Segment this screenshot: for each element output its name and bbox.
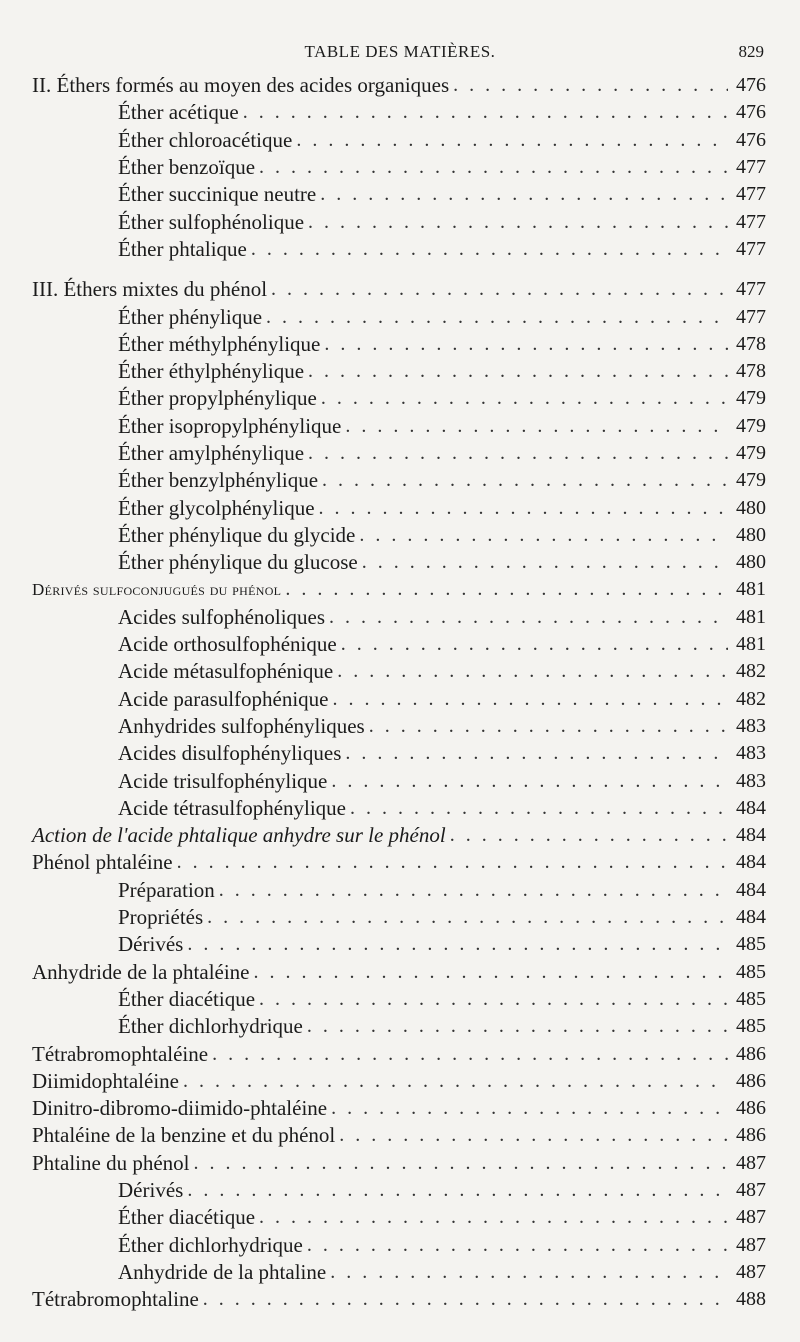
toc-entry — [32, 1122, 766, 1149]
toc-entry-page: 484 — [736, 878, 766, 901]
toc-subentry — [32, 208, 766, 235]
toc-subentry — [32, 931, 766, 958]
toc-subentry — [32, 1204, 766, 1231]
toc-entry — [32, 72, 766, 99]
toc-entry — [32, 822, 766, 849]
toc-entry-label: II. Éthers formés au moyen des acides organiques — [32, 73, 453, 98]
toc-entry-page: 477 — [736, 278, 766, 301]
toc-entry-page: 486 — [736, 1042, 766, 1065]
dot-leader — [319, 497, 728, 520]
toc-entry-page: 485 — [736, 960, 766, 983]
dot-leader — [453, 74, 728, 97]
dot-leader — [307, 1015, 728, 1038]
dot-leader — [331, 770, 728, 793]
dot-leader — [362, 551, 728, 574]
toc-entry-page: 476 — [736, 74, 766, 97]
toc-entry-label: Acide trisulfophénylique — [32, 769, 331, 794]
toc-subentry — [32, 604, 766, 631]
toc-entry-label: Éther éthylphénylique — [32, 359, 308, 384]
toc-entry-label: Phénol phtaléine — [32, 850, 177, 875]
toc-entry-page: 487 — [736, 1179, 766, 1202]
toc-entry — [32, 1150, 766, 1177]
toc-entry-page: 477 — [736, 305, 766, 328]
dot-leader — [337, 660, 728, 683]
toc-entry-page: 478 — [736, 360, 766, 383]
toc-entry-label: Acide parasulfophénique — [32, 687, 333, 712]
toc-entry-label: Éther diacétique — [32, 987, 259, 1012]
toc-subentry — [32, 154, 766, 181]
toc-entry-page: 484 — [736, 906, 766, 929]
toc-subentry — [32, 181, 766, 208]
toc-entry-label: Acides disulfophényliques — [32, 741, 345, 766]
toc-subentry — [32, 440, 766, 467]
toc-entry-label: Éther amylphénylique — [32, 441, 308, 466]
toc-entry-page: 477 — [736, 183, 766, 206]
dot-leader — [369, 715, 728, 738]
toc-entry-page: 479 — [736, 414, 766, 437]
toc-entry-page: 481 — [736, 605, 766, 628]
toc-entry-label: Anhydride de la phtaléine — [32, 960, 254, 985]
toc-entry-label: Éther méthylphénylique — [32, 332, 324, 357]
toc-entry-page: 484 — [736, 824, 766, 847]
toc-entry-page: 480 — [736, 496, 766, 519]
toc-entry-page: 481 — [736, 633, 766, 656]
dot-leader — [259, 988, 728, 1011]
toc-subentry — [32, 236, 766, 263]
toc-entry-label: Éther phénylique du glycide — [32, 523, 359, 548]
dot-leader — [296, 129, 728, 152]
toc-subentry — [32, 1231, 766, 1258]
toc-subentry — [32, 467, 766, 494]
toc-entry — [32, 576, 766, 603]
dot-leader — [259, 1206, 728, 1229]
toc-entry — [32, 276, 766, 303]
page-title: TABLE DES MATIÈRES. — [304, 42, 496, 61]
toc-entry-page: 480 — [736, 551, 766, 574]
toc-entry-label: Éther sulfophénolique — [32, 210, 308, 235]
toc-entry-page: 478 — [736, 332, 766, 355]
toc-entry-page: 477 — [736, 210, 766, 233]
toc-entry-page: 476 — [736, 128, 766, 151]
toc-entry-page: 479 — [736, 469, 766, 492]
dot-leader — [307, 1234, 728, 1257]
toc-entry-label: Tétrabromophtaline — [32, 1287, 203, 1312]
toc-entry-label: Éther dichlorhydrique — [32, 1014, 307, 1039]
toc-entry-label: Diimidophtaléine — [32, 1069, 183, 1094]
toc-entry-label: Dinitro-dibromo-diimido-phtaléine — [32, 1096, 331, 1121]
toc-entry-page: 487 — [736, 1151, 766, 1174]
dot-leader — [339, 1124, 728, 1147]
toc-entry-label: Éther benzoïque — [32, 155, 259, 180]
toc-entry-label: Acide métasulfophénique — [32, 659, 337, 684]
dot-leader — [359, 524, 728, 547]
dot-leader — [345, 415, 728, 438]
toc-entry-page: 479 — [736, 387, 766, 410]
toc-entry-label: Éther benzylphénylique — [32, 468, 322, 493]
dot-leader — [331, 1097, 728, 1120]
toc-subentry — [32, 877, 766, 904]
toc-entry-label: Phtaléine de la benzine et du phénol — [32, 1123, 339, 1148]
page-number: 829 — [738, 42, 764, 61]
dot-leader — [177, 851, 728, 874]
toc-entry-label: Éther succinique neutre — [32, 182, 320, 207]
dot-leader — [207, 906, 728, 929]
toc-subentry — [32, 1259, 766, 1286]
toc-entry-page: 487 — [736, 1233, 766, 1256]
toc-subentry — [32, 631, 766, 658]
dot-leader — [345, 742, 728, 765]
toc-subentry — [32, 385, 766, 412]
toc-entry-page: 485 — [736, 1015, 766, 1038]
toc-entry-label: Dérivés — [32, 932, 187, 957]
dot-leader — [350, 797, 728, 820]
toc-entry-label: Éther dichlorhydrique — [32, 1233, 307, 1258]
toc-entry-page: 488 — [736, 1288, 766, 1311]
toc-entry-page: 486 — [736, 1069, 766, 1092]
toc-subentry — [32, 740, 766, 767]
dot-leader — [333, 688, 728, 711]
toc-entry-page: 485 — [736, 933, 766, 956]
toc-subentry — [32, 795, 766, 822]
toc-entry-page: 483 — [736, 769, 766, 792]
dot-leader — [322, 469, 728, 492]
toc-subentry — [32, 713, 766, 740]
toc-subentry — [32, 522, 766, 549]
toc-entry — [32, 959, 766, 986]
toc-entry-label: Éther glycolphénylique — [32, 496, 319, 521]
toc-entry-label: Tétrabromophtaléine — [32, 1042, 212, 1067]
toc-entry-page: 482 — [736, 660, 766, 683]
toc-entry-label: Dérivés — [32, 1178, 187, 1203]
dot-leader — [308, 360, 728, 383]
dot-leader — [203, 1288, 728, 1311]
toc-entry-label: Éther phénylique — [32, 305, 266, 330]
toc-entry-page: 483 — [736, 742, 766, 765]
dot-leader — [243, 101, 728, 124]
toc-subentry — [32, 127, 766, 154]
toc-entry-page: 480 — [736, 523, 766, 546]
toc-subentry — [32, 1013, 766, 1040]
toc-entry-label: III. Éthers mixtes du phénol — [32, 277, 271, 302]
toc-entry — [32, 1040, 766, 1067]
toc-entry-label: Acide tétrasulfophénylique — [32, 796, 350, 821]
dot-leader — [450, 824, 728, 847]
toc-entry-label: Acide orthosulfophénique — [32, 632, 341, 657]
toc-subentry — [32, 686, 766, 713]
toc-entry-label: Éther propylphénylique — [32, 386, 321, 411]
toc-entry-label: Anhydride de la phtaline — [32, 1260, 330, 1285]
toc-entry-page: 479 — [736, 442, 766, 464]
dot-leader — [330, 1261, 728, 1284]
toc-entry-label: Éther chloroacétique — [32, 128, 296, 153]
toc-entry-page: 486 — [736, 1124, 766, 1147]
toc-entry — [32, 1286, 766, 1313]
toc-entry-page: 485 — [736, 987, 766, 1010]
toc-entry-page: 476 — [736, 101, 766, 124]
toc-entry — [32, 849, 766, 876]
toc-subentry — [32, 904, 766, 931]
dot-leader — [251, 238, 728, 261]
dot-leader — [308, 442, 728, 465]
page-header — [0, 36, 800, 66]
toc-entry-label: Anhydrides sulfophényliques — [32, 714, 369, 739]
toc-entry-label: Propriétés — [32, 905, 207, 930]
toc-entry-page: 487 — [736, 1260, 766, 1283]
dot-leader — [187, 933, 728, 956]
toc-entry-page: 484 — [736, 851, 766, 874]
toc-entry-label: Éther phtalique — [32, 237, 251, 262]
toc-entry-label: Éther acétique — [32, 100, 243, 125]
dot-leader — [219, 879, 728, 902]
toc-entry — [32, 1068, 766, 1095]
dot-leader — [321, 387, 728, 410]
toc-entry-label: Préparation — [32, 878, 219, 903]
dot-leader — [254, 961, 728, 984]
toc-subentry — [32, 1177, 766, 1204]
dot-leader — [266, 306, 728, 329]
toc-entry-label: Acides sulfophénoliques — [32, 605, 329, 630]
dot-leader — [212, 1043, 728, 1066]
dot-leader — [187, 1179, 728, 1202]
toc-subentry — [32, 303, 766, 330]
dot-leader — [324, 333, 728, 356]
toc-subentry — [32, 99, 766, 126]
dot-leader — [320, 183, 728, 206]
toc-entry-page: 486 — [736, 1097, 766, 1120]
toc-entry-page: 482 — [736, 687, 766, 710]
toc-entry-page: 477 — [736, 156, 766, 179]
toc-entry-page: 484 — [736, 796, 766, 819]
toc-entry-label: Éther isopropylphénylique — [32, 414, 345, 439]
toc-subentry — [32, 494, 766, 521]
dot-leader — [341, 633, 728, 656]
dot-leader — [193, 1152, 728, 1175]
toc-entry-label: Phtaline du phénol — [32, 1151, 193, 1176]
toc-subentry — [32, 658, 766, 685]
toc-entry-label: Dérivés sulfoconjugués du phénol — [32, 580, 285, 600]
toc-subentry — [32, 767, 766, 794]
toc-entry — [32, 1095, 766, 1122]
toc-subentry — [32, 358, 766, 385]
section-gap — [32, 263, 766, 276]
table-of-contents — [32, 72, 766, 1313]
toc-entry-label: Action de l'acide phtalique anhydre sur le phénol — [32, 823, 450, 848]
toc-subentry — [32, 986, 766, 1013]
toc-entry-page: 487 — [736, 1206, 766, 1229]
dot-leader — [259, 156, 728, 179]
toc-entry-label: Éther diacétique — [32, 1205, 259, 1230]
toc-subentry — [32, 549, 766, 576]
toc-entry-page: 481 — [736, 578, 766, 601]
toc-subentry — [32, 331, 766, 358]
dot-leader — [183, 1070, 728, 1093]
toc-entry-page: 483 — [736, 714, 766, 737]
dot-leader — [285, 578, 728, 601]
dot-leader — [329, 606, 728, 629]
toc-entry-label: Éther phénylique du glucose — [32, 550, 362, 575]
toc-subentry — [32, 413, 766, 440]
toc-entry-page: 477 — [736, 237, 766, 260]
dot-leader — [308, 211, 728, 234]
dot-leader — [271, 278, 728, 301]
